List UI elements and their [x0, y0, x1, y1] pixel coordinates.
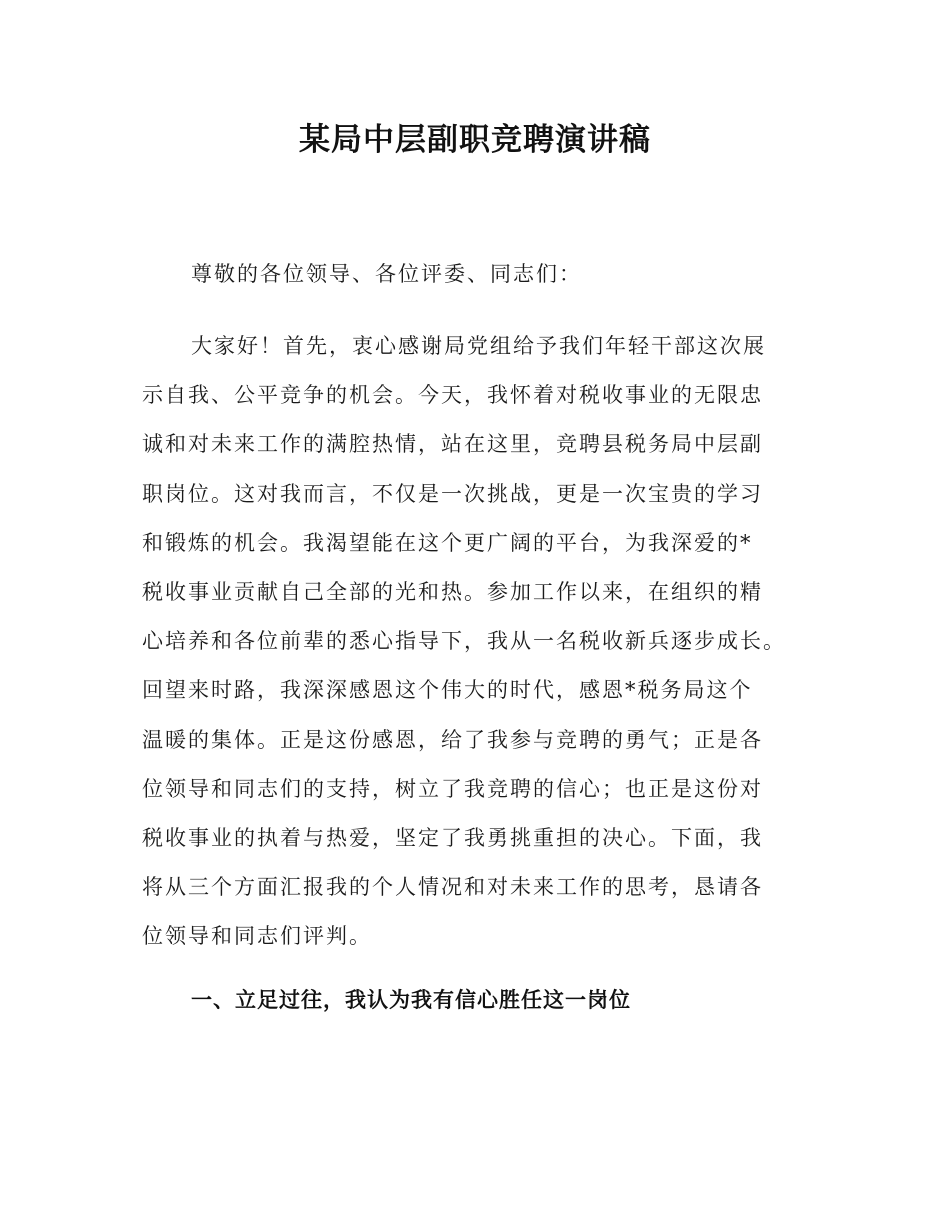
body-paragraph [142, 322, 842, 961]
paragraph-line: 位领导和同志们评判。 [142, 924, 372, 949]
paragraph-line: 诚和对未来工作的满腔热情，站在这里，竞聘县税务局中层副 [142, 432, 763, 457]
paragraph-line: 和锻炼的机会。我渴望能在这个更广阔的平台，为我深爱的* [142, 530, 753, 555]
paragraph-line: 职岗位。这对我而言，不仅是一次挑战，更是一次宝贵的学习 [142, 481, 763, 506]
salutation: 尊敬的各位领导、各位评委、同志们： [191, 262, 582, 286]
paragraph-line: 回望来时路，我深深感恩这个伟大的时代，感恩*税务局这个 [142, 678, 753, 703]
paragraph-line: 示自我、公平竞争的机会。今天，我怀着对税收事业的无限忠 [142, 383, 763, 408]
paragraph-line: 心培养和各位前辈的悉心指导下，我从一名税收新兵逐步成长。 [142, 629, 786, 654]
paragraph-line: 位领导和同志们的支持，树立了我竞聘的信心；也正是这份对 [142, 776, 763, 801]
document-title: 某局中层副职竞聘演讲稿 [299, 122, 651, 158]
paragraph-line: 税收事业的执着与热爱，坚定了我勇挑重担的决心。下面，我 [142, 825, 763, 850]
paragraph-line: 税收事业贡献自己全部的光和热。参加工作以来，在组织的精 [142, 579, 763, 604]
paragraph-line: 大家好！首先，衷心感谢局党组给予我们年轻干部这次展 [191, 334, 766, 358]
paragraph-line: 将从三个方面汇报我的个人情况和对未来工作的思考，恳请各 [142, 875, 763, 900]
paragraph-line: 温暖的集体。正是这份感恩，给了我参与竞聘的勇气；正是各 [142, 727, 763, 752]
section-heading: 一、立足过往，我认为我有信心胜任这一岗位 [191, 988, 631, 1012]
